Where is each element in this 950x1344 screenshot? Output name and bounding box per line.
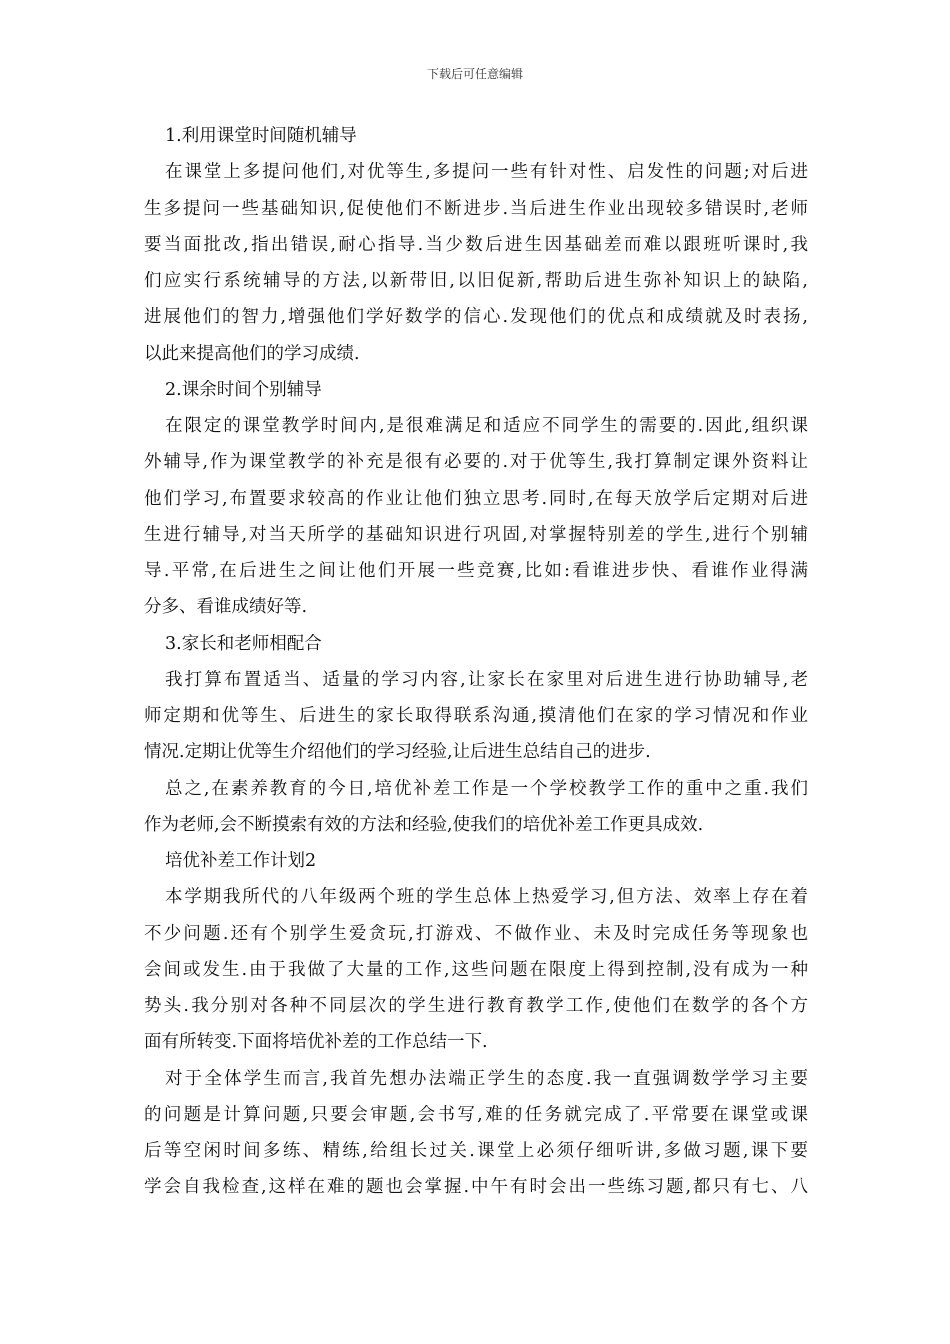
text-line: 要当面批改,指出错误,耐心指导.当少数后进生因基础差而难以跟班听课时,我 [144, 234, 808, 255]
text-line: 在课堂上多提问他们,对优等生,多提问一些有针对性、启发性的问题;对后进 [165, 162, 808, 183]
text-line: 以此来提高他们的学习成绩. [144, 343, 360, 364]
text-line: 2.课余时间个别辅导 [165, 379, 322, 400]
text-line: 不少问题.还有个别学生爱贪玩,打游戏、不做作业、未及时完成任务等现象也 [144, 923, 808, 944]
text-line: 生进行辅导,对当天所学的基础知识进行巩固,对掌握特别差的学生,进行个别辅 [144, 524, 808, 545]
text-line: 在限定的课堂教学时间内,是很难满足和适应不同学生的需要的.因此,组织课 [165, 416, 808, 436]
text-line: 进展他们的智力,增强他们学好数学的信心.发现他们的优点和成绩就及时表扬, [144, 307, 808, 328]
text-line: 外辅导,作为课堂教学的补充是很有必要的.对于优等生,我打算制定课外资料让 [144, 452, 808, 473]
text-line: 生多提问一些基础知识,促使他们不断进步.当后进生作业出现较多错误时,老师 [144, 198, 808, 219]
text-line: 学会自我检查,这样在难的题也会掌握.中午有时会出一些练习题,都只有七、八 [144, 1177, 808, 1198]
page-header: 下载后可任意编辑 [426, 67, 523, 81]
text-line: 后等空闲时间多练、精练,给组长过关.课堂上必须仔细听讲,多做习题,课下要 [144, 1141, 808, 1161]
text-line: 会间或发生.由于我做了大量的工作,这些问题在限度上得到控制,没有成为一种 [144, 959, 808, 980]
text-line: 对于全体学生而言,我首先想办法端正学生的态度.我一直强调数学学习主要 [165, 1068, 808, 1089]
text-line: 情况.定期让优等生介绍他们的学习经验,让后进生总结自己的进步. [144, 742, 651, 763]
text-line: 培优补差工作计划2 [165, 851, 317, 871]
text-line: 导.平常,在后进生之间让他们开展一些竞赛,比如:看谁进步快、看谁作业得满 [144, 561, 808, 581]
text-line: 总之,在素养教育的今日,培优补差工作是一个学校教学工作的重中之重.我们 [165, 778, 808, 799]
text-line: 分多、看谁成绩好等. [144, 597, 308, 618]
document-body [144, 118, 808, 1206]
text-line: 作为老师,会不断摸索有效的方法和经验,使我们的培优补差工作更具成效. [144, 814, 704, 835]
text-line: 们应实行系统辅导的方法,以新带旧,以旧促新,帮助后进生弥补知识上的缺陷, [144, 271, 808, 291]
text-line: 势头.我分别对各种不同层次的学生进行教育教学工作,使他们在数学的各个方 [144, 996, 808, 1016]
text-line: 1.利用课堂时间随机辅导 [165, 126, 357, 146]
text-line: 本学期我所代的八年级两个班的学生总体上热爱学习,但方法、效率上存在着 [165, 887, 808, 908]
text-line: 3.家长和老师相配合 [165, 633, 322, 654]
text-line: 的问题是计算问题,只要会审题,会书写,难的任务就完成了.平常要在课堂或课 [144, 1104, 808, 1125]
text-line: 面有所转变.下面将培优补差的工作总结一下. [144, 1032, 488, 1053]
text-line: 他们学习,布置要求较高的作业让他们独立思考.同时,在每天放学后定期对后进 [144, 488, 808, 509]
text-line: 我打算布置适当、适量的学习内容,让家长在家里对后进生进行协助辅导,老 [165, 669, 808, 690]
text-line: 师定期和优等生、后进生的家长取得联系沟通,摸清他们在家的学习情况和作业 [144, 706, 808, 726]
